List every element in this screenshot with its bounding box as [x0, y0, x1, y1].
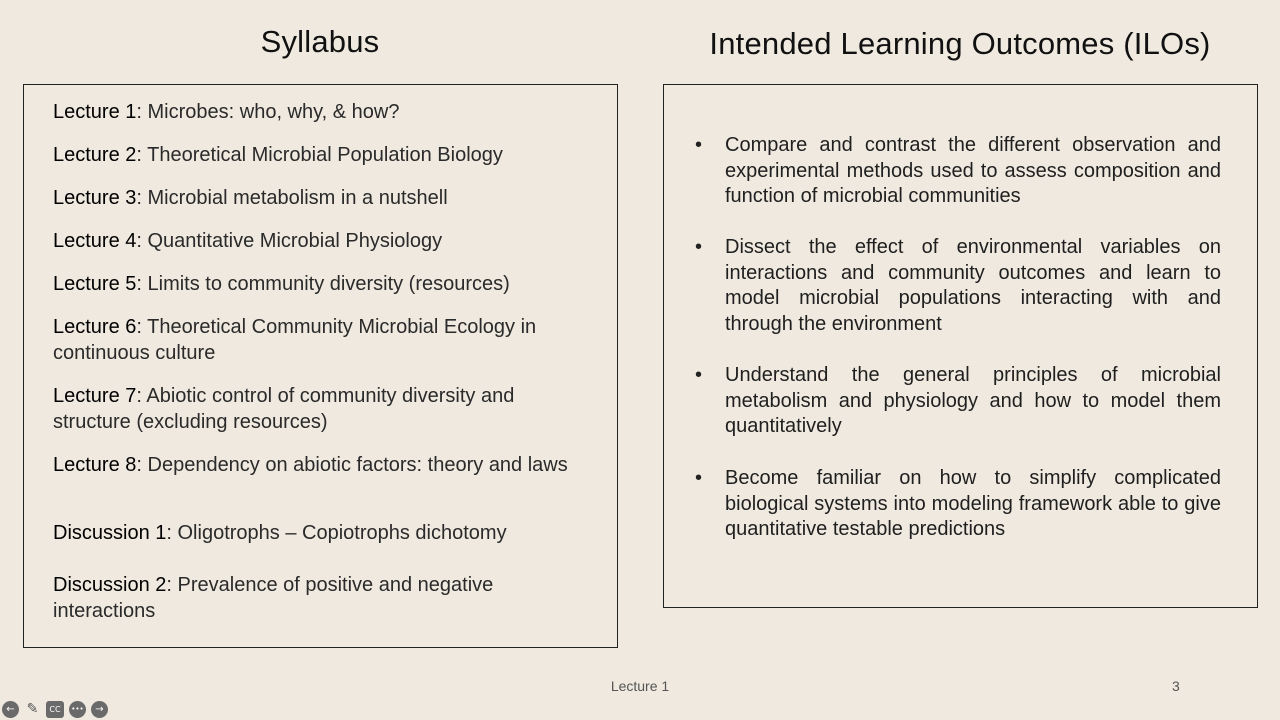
ilo-title: Intended Learning Outcomes (ILOs)	[709, 26, 1211, 61]
lecture-5	[53, 272, 593, 298]
lecture-text: : Theoretical Community Microbial Ecology in continuous culture	[53, 316, 537, 364]
ilo-item-3: Understand the general principles of microbial metabolism and physiology and how to model them quantitatively	[725, 364, 1221, 437]
more-icon[interactable]: •••	[69, 701, 86, 718]
lecture-text: : Abiotic control of community diversity and structure (excluding resources)	[53, 385, 515, 433]
page-number: 3	[1172, 678, 1180, 694]
presentation-controls	[2, 700, 108, 718]
lecture-2	[53, 143, 593, 169]
lecture-text: : Microbes: who, why, & how?	[136, 101, 400, 123]
lecture-1	[53, 100, 593, 126]
discussion-text: : Prevalence of positive and negative interactions	[53, 574, 494, 622]
lecture-label: Lecture 6	[53, 316, 137, 338]
captions-icon[interactable]: CC	[46, 701, 64, 718]
discussion-text: : Oligotrophs – Copiotrophs dichotomy	[166, 522, 507, 544]
lecture-6	[53, 315, 593, 366]
lecture-text: : Dependency on abiotic factors: theory and laws	[136, 454, 568, 476]
bullet-icon: •	[695, 134, 703, 156]
back-arrow-icon[interactable]: ←	[2, 701, 19, 718]
pen-icon[interactable]: ✎	[26, 700, 39, 717]
lecture-3	[53, 186, 593, 212]
ilo-item-4: Become familiar on how to simplify complicated biological systems into modeling framework able to give quantitative testable predictions	[725, 467, 1221, 540]
ilo-item-1: Compare and contrast the different observation and experimental methods used to assess composition and function of microbial communities	[725, 134, 1221, 207]
lecture-text: : Limits to community diversity (resources)	[136, 273, 510, 295]
lecture-label: Lecture 1	[53, 101, 137, 123]
lecture-text: : Microbial metabolism in a nutshell	[136, 187, 448, 209]
syllabus-box	[23, 84, 618, 648]
lecture-label: Lecture 2	[53, 144, 137, 166]
discussion-2	[53, 573, 593, 624]
lecture-text: : Quantitative Microbial Physiology	[136, 230, 443, 252]
lecture-text: : Theoretical Microbial Population Biology	[136, 144, 503, 166]
ilo-item-2: Dissect the effect of environmental variables on interactions and community outcomes and learn to model microbial populations interacting with and through the environment	[725, 236, 1221, 335]
forward-arrow-icon[interactable]: →	[91, 701, 108, 718]
syllabus-title: Syllabus	[260, 24, 380, 59]
footer-lecture-label: Lecture 1	[610, 678, 670, 694]
lecture-label: Lecture 3	[53, 187, 137, 209]
lecture-7	[53, 384, 593, 435]
discussion-label: Discussion 1	[53, 522, 167, 544]
lecture-label: Lecture 5	[53, 273, 137, 295]
bullet-icon: •	[695, 467, 703, 489]
lecture-8	[53, 453, 593, 479]
bullet-icon: •	[695, 364, 703, 386]
lecture-label: Lecture 7	[53, 385, 137, 407]
lecture-label: Lecture 8	[53, 454, 137, 476]
lecture-4	[53, 229, 593, 255]
lecture-label: Lecture 4	[53, 230, 137, 252]
discussion-1	[53, 521, 593, 547]
discussion-label: Discussion 2	[53, 574, 167, 596]
ilo-box	[663, 84, 1258, 608]
bullet-icon: •	[695, 236, 703, 258]
